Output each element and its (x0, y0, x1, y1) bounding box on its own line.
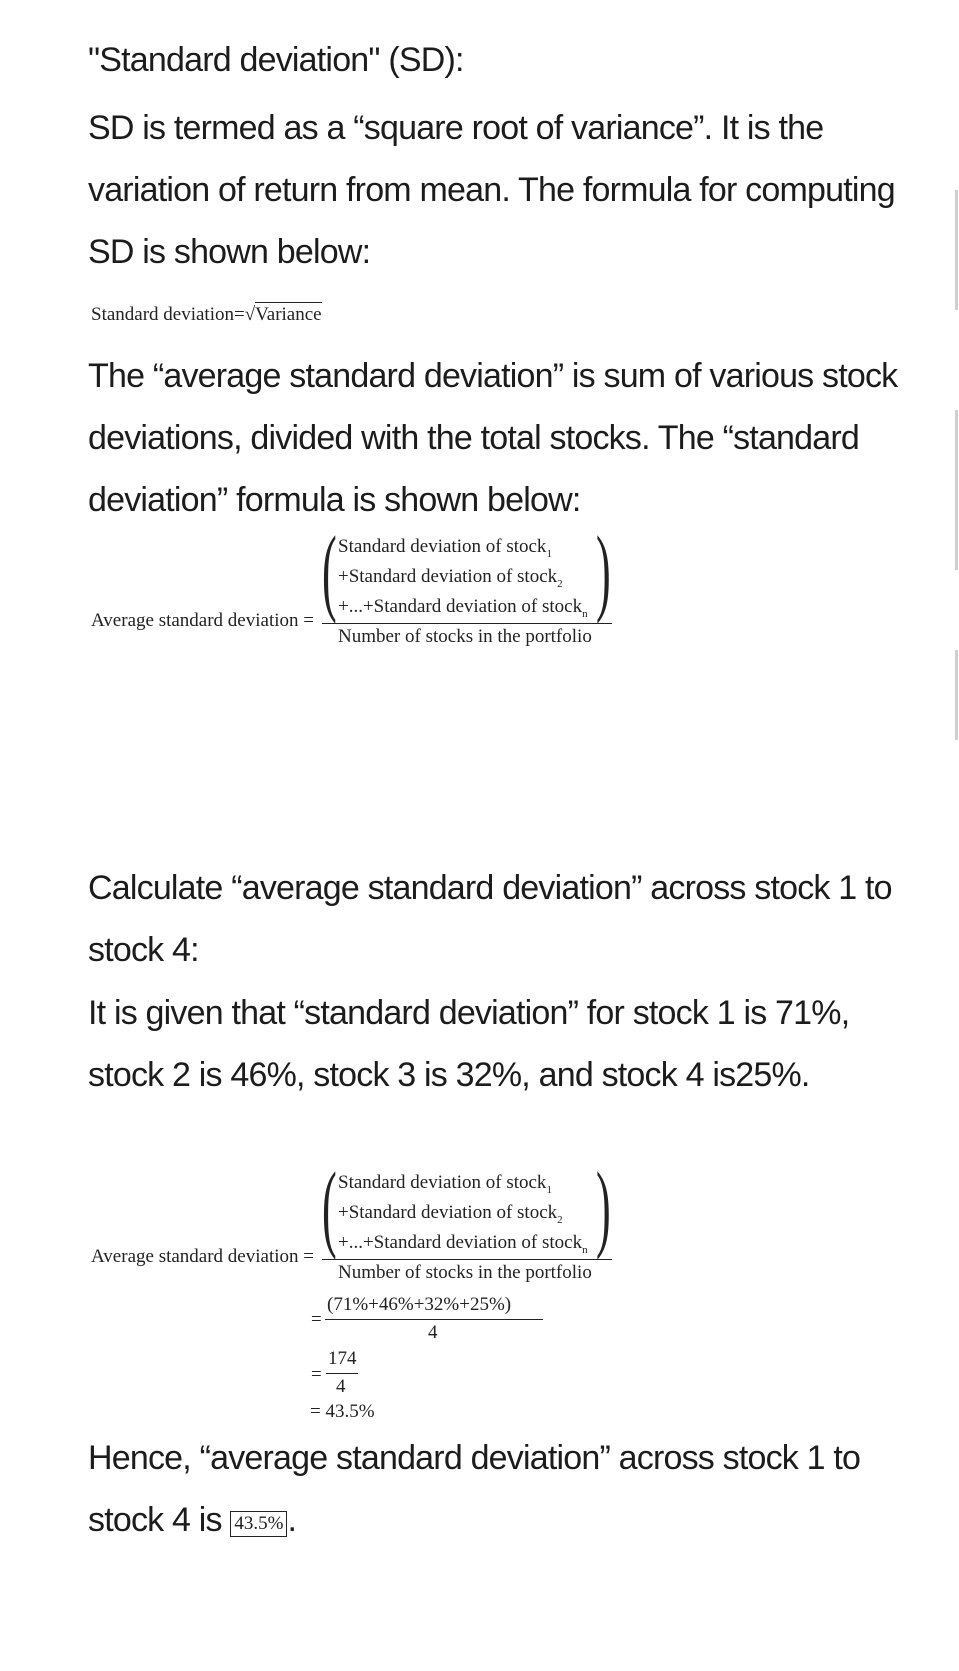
step2-fraction-bar (325, 1319, 543, 1320)
edge-mark (955, 410, 958, 570)
conclusion-text: Hence, “average standard deviation” across stock 1 to stock 4 is (88, 1439, 861, 1539)
step2-denominator: 4 (428, 1322, 438, 1343)
avg-num-line1: Standard deviation of stock$_1$ (338, 536, 552, 560)
calc-formula-lhs: Average standard deviation = (91, 1246, 314, 1267)
step3-fraction-bar (326, 1373, 358, 1374)
avg-num-line3: +...+Standard deviation of stock$_n$ (338, 596, 588, 620)
left-paren-icon: ( (322, 1153, 337, 1261)
avg-denominator: Number of stocks in the portfolio (338, 626, 592, 647)
sd-formula-lhs: Standard deviation= (91, 304, 245, 325)
sd-formula-radicand: Variance (255, 304, 322, 325)
conclusion-end: . (287, 1501, 297, 1539)
sqrt-sign-icon: √ (244, 304, 256, 325)
calc-heading: Calculate “average standard deviation” across stock 1 to stock 4: (88, 869, 892, 969)
given-paragraph: It is given that “standard deviation” for stock 1 is 71%, stock 2 is 46%, stock 3 is 32%, and stock 4 is25%. (88, 994, 850, 1094)
sd-formula (91, 304, 322, 326)
avg-paragraph: The “average standard deviation” is sum of various stock deviations, divided with the total stocks. The “standard deviation” formula is shown below: (88, 357, 898, 519)
calc-denominator: Number of stocks in the portfolio (338, 1262, 592, 1283)
step3-equals: = (311, 1364, 322, 1385)
step4-result: = 43.5% (310, 1401, 375, 1422)
sd-heading: "Standard deviation" (SD): (88, 41, 464, 79)
right-paren-icon: ) (596, 1153, 611, 1261)
avg-num-line2: +Standard deviation of stock$_2$ (338, 566, 563, 590)
step3-numerator: 174 (328, 1348, 357, 1369)
step2-numerator: (71%+46%+32%+25%) (327, 1294, 512, 1315)
edge-mark (955, 190, 958, 310)
calc-fraction-bar (322, 1259, 612, 1260)
calc-num-line2: +Standard deviation of stock$_2$ (338, 1202, 563, 1226)
avg-fraction-bar (322, 623, 612, 624)
answer-box: 43.5% (230, 1511, 287, 1537)
step3-denominator: 4 (336, 1376, 346, 1397)
calc-num-line3: +...+Standard deviation of stock$_n$ (338, 1232, 588, 1256)
conclusion (88, 1427, 918, 1551)
calc-num-line1: Standard deviation of stock$_1$ (338, 1172, 552, 1196)
left-paren-icon: ( (322, 517, 337, 625)
avg-formula-lhs: Average standard deviation = (91, 610, 314, 631)
sd-paragraph: SD is termed as a “square root of variance”. It is the variation of return from mean. The formula for computing SD is shown below: (88, 109, 895, 271)
right-paren-icon: ) (596, 517, 611, 625)
edge-mark (955, 650, 958, 740)
step2-equals: = (311, 1309, 322, 1330)
